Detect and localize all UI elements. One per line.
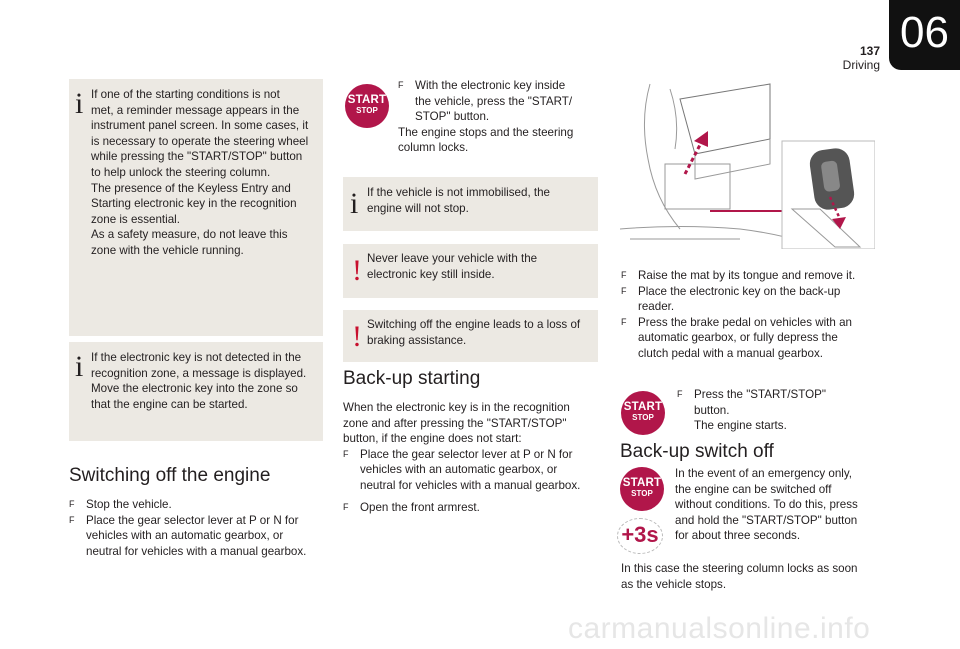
list-item: F Place the electronic key on the back-up reader. bbox=[621, 284, 841, 314]
chapter-number: 06 bbox=[900, 8, 949, 57]
page-number: 137 bbox=[859, 44, 880, 58]
armrest-illustration bbox=[620, 79, 875, 249]
list-item: F Open the front armrest. bbox=[343, 500, 480, 514]
switch-off-text: In the event of an emergency only, the engine can be switched off without conditions. To do this, press and hold the "START/STOP" button for about three seconds. bbox=[675, 467, 858, 543]
info-icon: i bbox=[75, 350, 84, 383]
section-title: Driving bbox=[842, 58, 880, 72]
warning-box-key-inside bbox=[343, 244, 598, 298]
list-item: F Raise the mat by its tongue and remove it. bbox=[621, 269, 856, 282]
press-start-step bbox=[677, 387, 877, 434]
list-item: F With the electronic key inside the vehicle, press the "START/ STOP" button. bbox=[398, 79, 573, 124]
list-item: F Place the gear selector lever at P or N for vehicles with an automatic gearbox, or neutral for vehicles with a manual gearbox. bbox=[69, 513, 307, 558]
info-text: If the vehicle is not immobilised, the engine will not stop. bbox=[367, 186, 551, 215]
column-lock-text: In this case the steering column locks as soon as the vehicle stops. bbox=[621, 562, 858, 591]
backup-starting-text: When the electronic key is in the recognition zone and after pressing the "START/STOP" button, if the engine does not start: F Place the gear selector lever at P or N for vehicles with an automatic gearbox, or neutral for vehicles with a manual gearbox. F Open the front armrest. bbox=[343, 400, 601, 515]
hold-3-seconds-label: +3s bbox=[621, 522, 659, 547]
watermark: carmanualsonline.info bbox=[568, 612, 871, 645]
heading-backup-switch-off: Back-up switch off bbox=[620, 441, 774, 462]
warning-box-braking bbox=[343, 310, 598, 362]
start-stop-button-icon: START STOP bbox=[620, 467, 664, 511]
info-text: If the electronic key is not detected in the recognition zone, a message is displayed. Move the electronic key into the zone so that the engine can be started. bbox=[91, 351, 307, 411]
backup-reader-steps bbox=[621, 268, 876, 362]
start-stop-button-icon: START STOP bbox=[621, 391, 665, 435]
switching-off-steps bbox=[69, 497, 329, 559]
info-box-key-not-detected bbox=[69, 342, 323, 441]
info-text: If one of the starting conditions is not met, a reminder message appears in the instrument panel screen. In some cases, it is necessary to operate the steering wheel while pressing the "START/STOP" button to help unlock the steering column. The presence of the Keyless Entry and Starting electronic key in the recognition zone is essential. As a safety measure, do not leave this zone with the vehicle running. bbox=[91, 88, 309, 257]
warning-icon: ! bbox=[352, 320, 362, 353]
list-item: F Place the gear selector lever at P or N for vehicles with an automatic gearbox, or neutral for vehicles with a manual gearbox. bbox=[343, 447, 581, 492]
heading-switching-off: Switching off the engine bbox=[69, 465, 271, 486]
info-box-not-immobilised bbox=[343, 177, 598, 231]
list-item: F Stop the vehicle. bbox=[69, 498, 172, 511]
heading-backup-starting: Back-up starting bbox=[343, 368, 481, 389]
warning-text: Never leave your vehicle with the electronic key still inside. bbox=[367, 252, 538, 281]
info-icon: i bbox=[350, 187, 359, 220]
list-item: F Press the brake pedal on vehicles with an automatic gearbox, or fully depress the clutch pedal with a manual gearbox. bbox=[621, 315, 852, 360]
warning-icon: ! bbox=[352, 254, 362, 287]
warning-text: Switching off the engine leads to a loss of braking assistance. bbox=[367, 318, 581, 347]
info-icon: i bbox=[75, 87, 84, 120]
stop-engine-step: F With the electronic key inside the vehicle, press the "START/ STOP" button. The engine stops and the steering column locks. bbox=[398, 78, 598, 156]
list-item: F Press the "START/STOP" button. The engine starts. bbox=[677, 388, 826, 433]
start-stop-button-icon: START STOP bbox=[345, 84, 389, 128]
info-box-starting-conditions bbox=[69, 79, 323, 336]
